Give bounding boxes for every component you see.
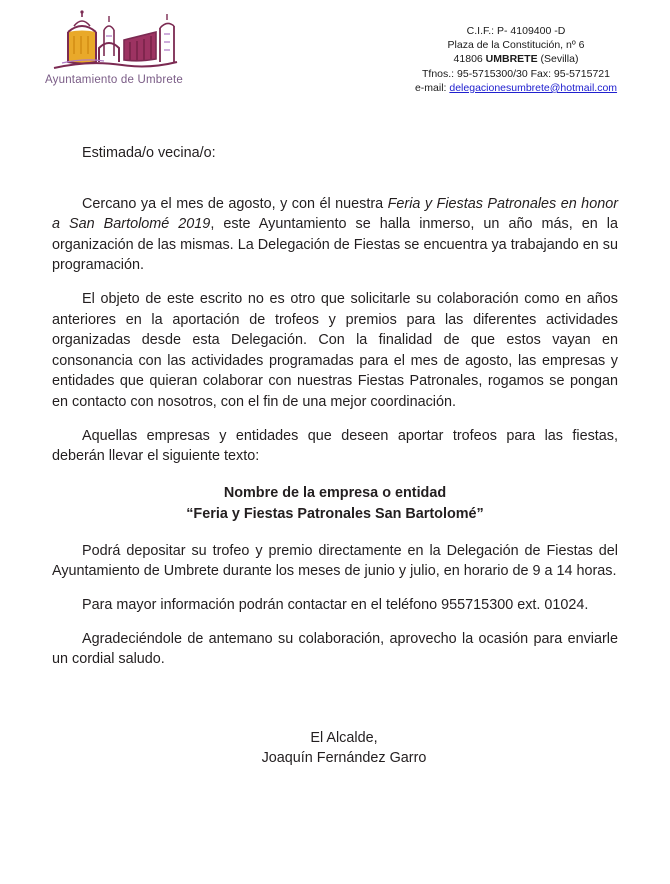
umbrete-coat-of-arms-icon [44, 10, 184, 72]
contact-city-name: UMBRETE [485, 53, 538, 66]
signature-block [52, 728, 618, 769]
contact-cif: C.I.F.: P- 4109400 -D [466, 25, 566, 37]
paragraph-p6 [52, 629, 618, 670]
contact-phones: Tfnos.: 95-5715300/30 Fax: 95-5715721 [422, 67, 610, 80]
logo-caption: Ayuntamiento de Umbrete [45, 74, 183, 86]
contact-email-row [392, 81, 640, 95]
contact-city [392, 52, 640, 66]
paragraphs-after-quote [52, 541, 618, 670]
letter-body [52, 143, 618, 769]
contact-postcode: 41806 [453, 53, 486, 66]
letterhead [0, 0, 670, 112]
emphasised-text: Feria y Fiestas Patronales en honor a San Bartolomé 2019 [52, 195, 618, 233]
municipal-logo [26, 10, 202, 86]
contact-province: (Sevilla) [537, 53, 579, 66]
salutation: Estimada/o vecina/o: [82, 145, 216, 161]
paragraph-p1 [52, 194, 618, 276]
email-link[interactable]: delegacionesumbrete@hotmail.com [449, 81, 618, 94]
paragraphs-before-quote [52, 194, 618, 467]
body-text: Podrá depositar su trofeo y premio directamente en la Delegación de Fiestas del Ayuntamiento de Umbrete durante los meses de junio y julio, en horario de 9 a 14 horas. [52, 542, 618, 580]
signature-name: Joaquín Fernández Garro [261, 750, 427, 767]
trophy-text-block [52, 483, 618, 525]
signature-title: El Alcalde, [310, 729, 378, 746]
body-text: Aquellas empresas y entidades que deseen aportar trofeos para las fiestas, deberán llevar el siguiente texto: [52, 427, 618, 465]
body-text: Agradeciéndole de antemano su colaboración, aprovecho la ocasión para enviarle un cordial saludo. [52, 630, 618, 668]
paragraph-p5 [52, 595, 618, 616]
trophy-text-line-1: Nombre de la empresa o entidad [223, 484, 447, 501]
body-text: Para mayor información podrán contactar en el teléfono 955715300 ext. 01024. [82, 596, 589, 613]
paragraph-p4 [52, 541, 618, 582]
body-text: Cercano ya el mes de agosto, y con él nuestra [82, 195, 388, 212]
trophy-text-line-2: “Feria y Fiestas Patronales San Bartolomé” [186, 505, 484, 522]
paragraph-p3 [52, 426, 618, 467]
contact-details [392, 24, 640, 95]
body-text: , este Ayuntamiento se halla inmerso, un año más, en la organización de las mismas. La Delegación de Fiestas se encuentra ya trabajando en su programación. [52, 216, 618, 274]
contact-address: Plaza de la Constitución, nº 6 [447, 39, 585, 52]
email-label: e-mail: [414, 81, 450, 94]
paragraph-p2 [52, 289, 618, 413]
body-text: El objeto de este escrito no es otro que solicitarle su colaboración como en años anteriores en la aportación de trofeos y premios para las diferentes actividades organizadas desde esta Delegación. Con la finalidad de que estos vayan en consonancia con las actividades programadas para el mes de agosto, las empresas y entidades que quieran colaborar con nuestras Fiestas Patronales, rogamos se pongan en contacto con nosotros, con el fin de una mejor coordinación. [52, 290, 618, 410]
